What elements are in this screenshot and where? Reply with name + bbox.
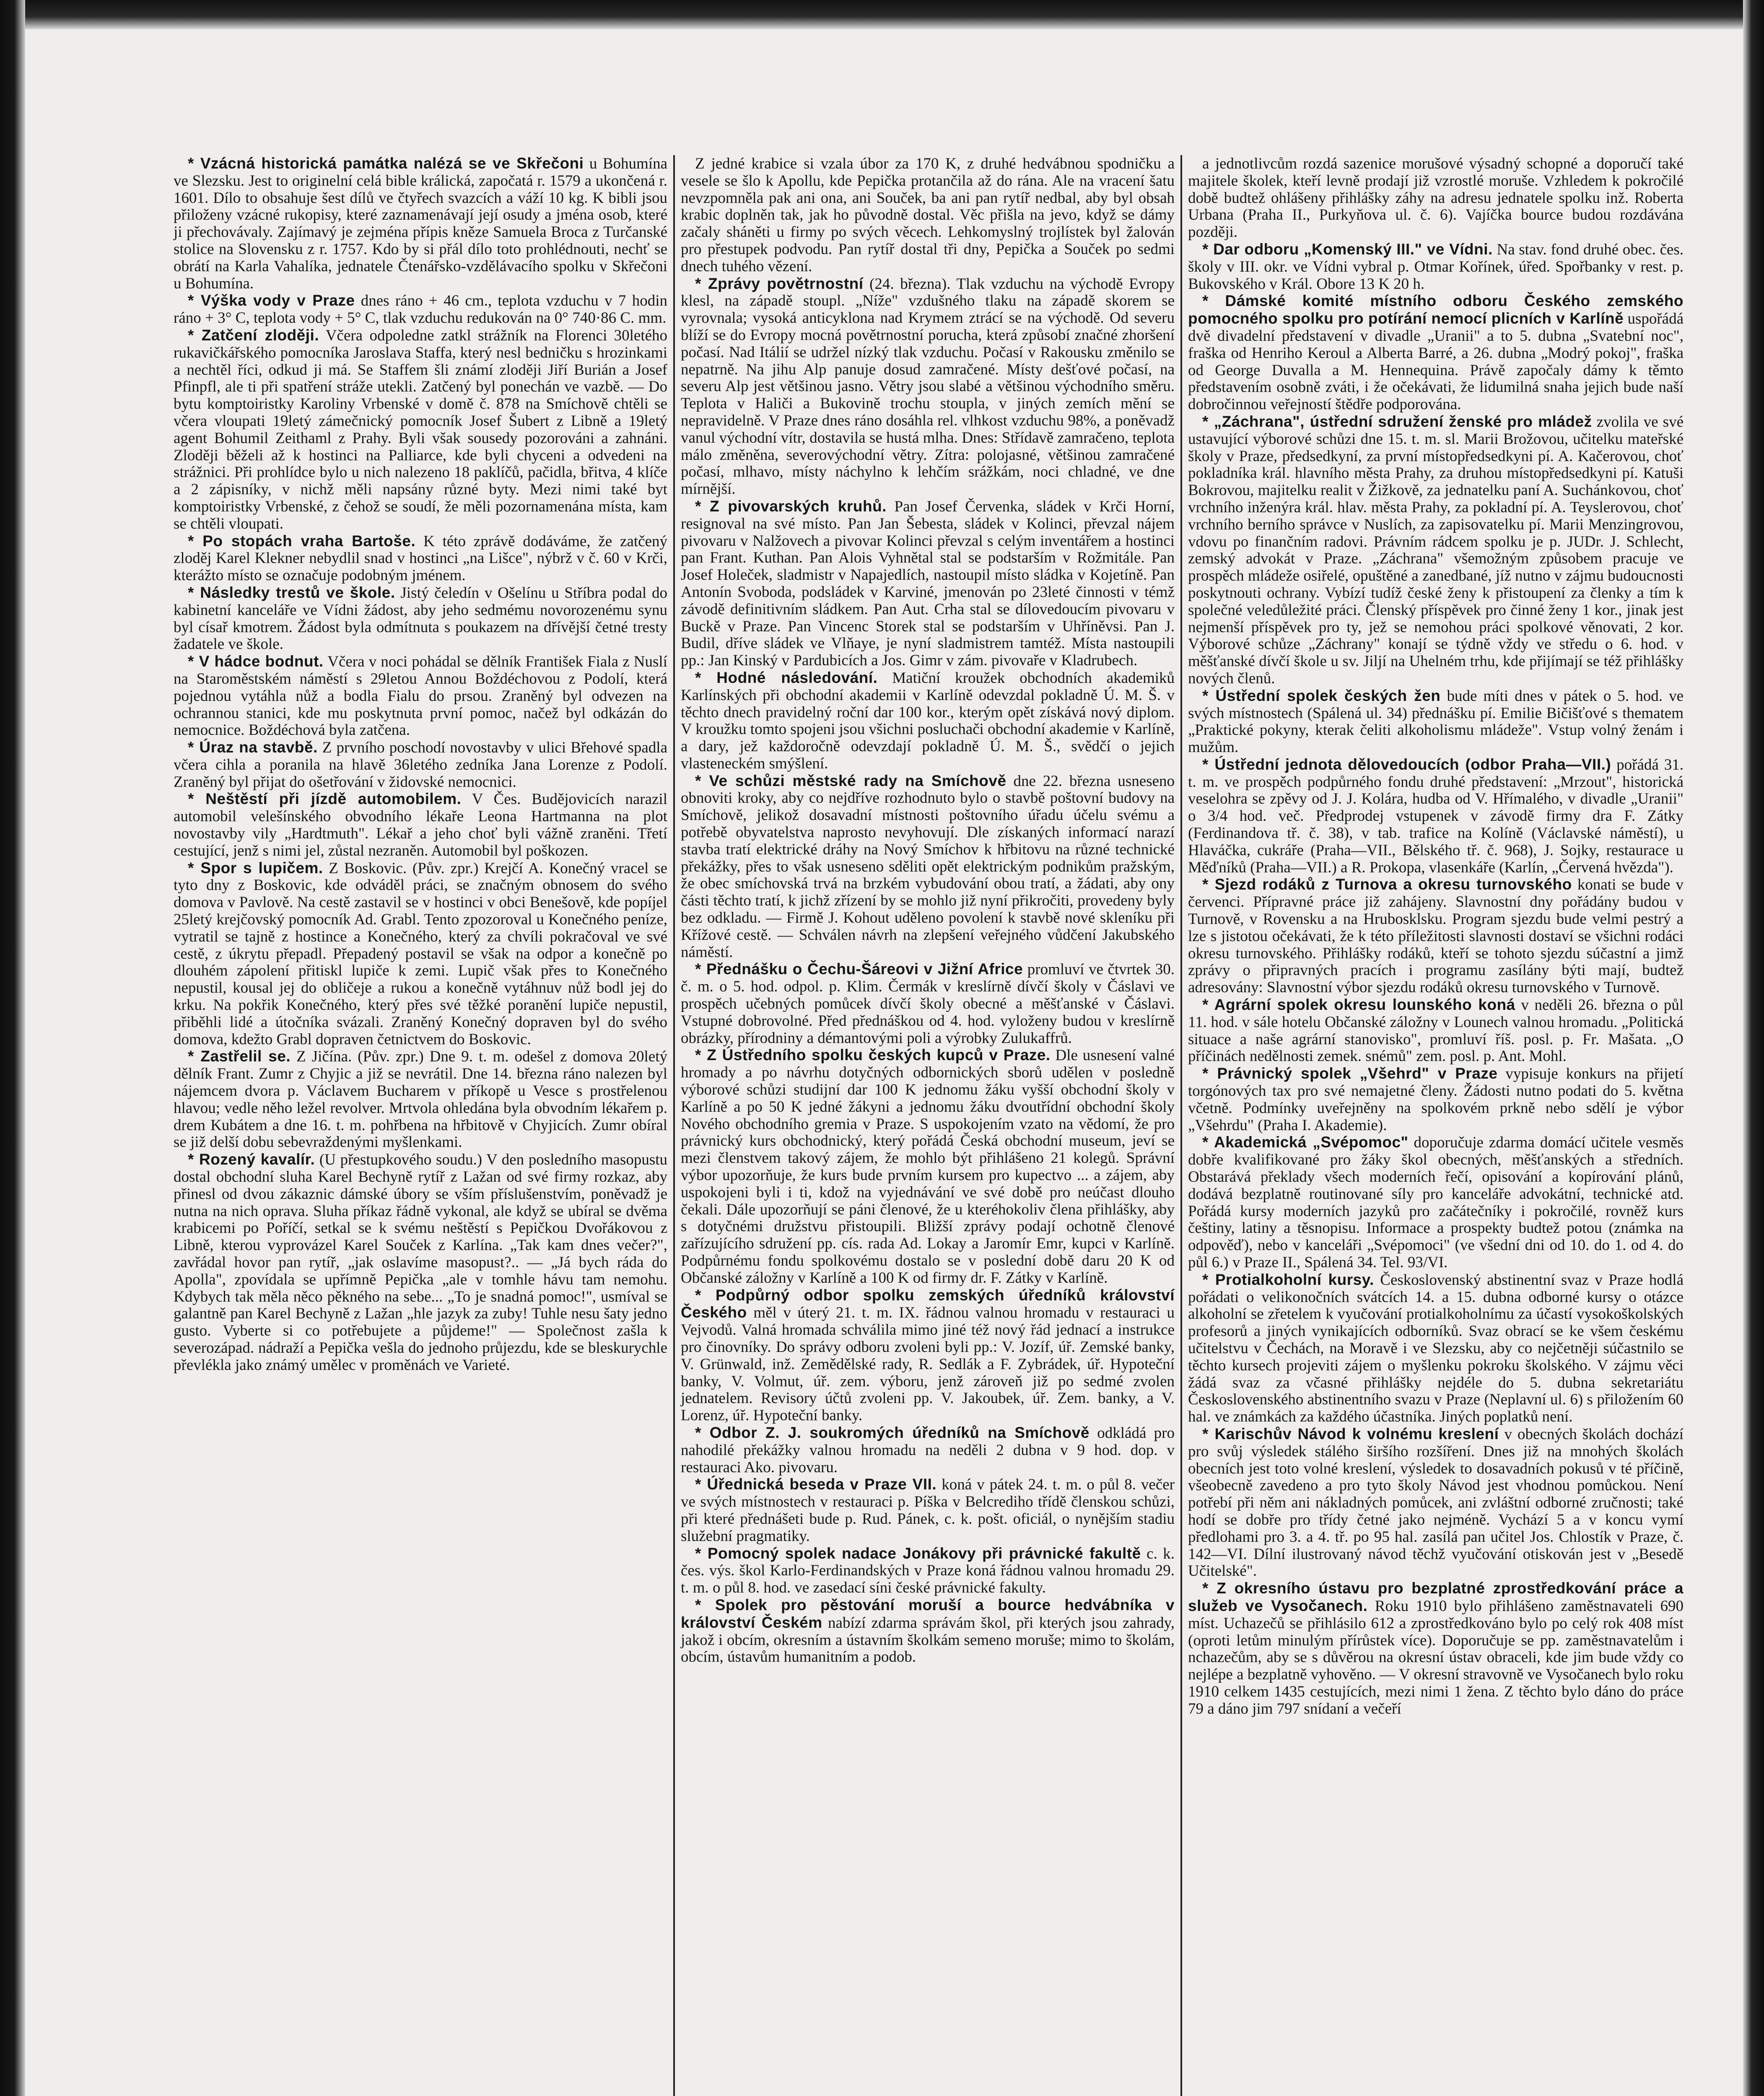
news-article	[174, 1048, 667, 1151]
article-heading: * Sjezd rodáků z Turnova a okresu turnovského	[1202, 876, 1572, 893]
news-article	[1188, 687, 1684, 756]
news-article	[681, 1047, 1175, 1287]
article-text: Matiční kroužek obchodních akademiků Karlínských při obchodní akademii v Karlíně odevzdal pokladně Ú. M. Š. v těchto dnech pravidelný roční dar 100 kor., kterým opět získává nový diplom. V kroužku tomto spojeni jsou všichni posluchači obchodní akademie v Karlíně, a dary, jež každoročně odevzdají pokladně Ú. M. Š., svědčí o jejich vlasteneckém smýšlení.	[681, 669, 1175, 772]
article-text: V Čes. Budějovicích narazil automobil velešínského obvodního lékaře Leona Hartmanna na plot novostavby vily „Hardtmuth". Lékař a jeho choť byli vážně zraněni. Třetí cestující, jenž s nimi jel, zůstal nezraněn. Automobil byl poškozen.	[174, 791, 667, 859]
article-heading: * Neštěstí při jízdě automobilem.	[188, 790, 462, 808]
news-article	[681, 155, 1175, 275]
news-article	[1188, 876, 1684, 996]
news-article	[174, 1151, 667, 1374]
article-text: Z Jičína. (Pův. zpr.) Dne 9. t. m. odešel z domova 20letý dělník Frant. Zumr z Chyjic a již se nevrátil. Dne 14. března ráno nalezen byl nájemcem dvora p. Václavem Bucharem v příkopě u Vesce s prostřelenou hlavou; vedle něho ležel revolver. Mrtvola ohledána byla obvodním lékařem p. drem Kubátem a dne 16. t. m. pohřbena na hřbitově v Chyjicích. Zumr obíral se již delší dobu sebevraždenými myšlenkami.	[174, 1048, 668, 1151]
news-article	[681, 1424, 1175, 1476]
article-text: vypisuje konkurs na přijetí torgónových tax pro své nemajetné členy. Žádosti nutno podati do 5. května včetně. Podmínky uveřejněny na spolkovém prkně nebo sdělí je výbor „Všehrdu" (Praha I. Akademie).	[1188, 1065, 1684, 1134]
article-text: Jistý čeledín v Ošelínu u Stříbra podal do kabinetní kanceláře ve Vídni žádost, aby jeho sedmému novorozenému synu byl císař kmotrem. Žádost byla odmítnuta s poukazem na dřívější četné tresty žadatele ve škole.	[174, 584, 667, 653]
column-3	[1182, 155, 1689, 2096]
article-heading: * Hodné následování.	[695, 669, 878, 686]
column-2	[675, 155, 1182, 2096]
article-text: Z jedné krabice si vzala úbor za 170 K, z druhé hedvábnou spodničku a vesele se šlo k Apollu, kde Pepička protančila až do rána. Ale na vracení šatu nevzpomněla pak ani ona, ani Souček, ba ani pan rytíř nedbal, aby byl obsah krabic doplněn tak, jak ho původně dostal. Věc přišla na jevo, když se dámy začaly sháněti u firmy po svých věcech. Lehkomyslný trojlístek byl žalován pro přestupek podvodu. Pan rytíř dostal tři dny, Pepička a Souček po sedmi dnech tuhého vězení.	[681, 155, 1175, 275]
news-article	[174, 327, 667, 533]
article-text: Z prvního poschodí novostavby v ulici Břehové spadla včera cihla a poranila na hlavě 36letého zedníka Jana Lorenze z Podolí. Zraněný byl přijat do ošetřování v židovské nemocnici.	[174, 739, 667, 791]
article-heading: * Spolek pro pěstování moruší a bource hedvábníka v království Českém	[681, 1596, 1175, 1631]
news-article	[174, 533, 667, 584]
article-heading: * Po stopách vraha Bartoše.	[188, 532, 416, 550]
news-article	[174, 292, 667, 327]
article-text: nabízí zdarma správám škol, při kterých jsou zahrady, jakož i obcím, okresním a ústavním školkám semeno moruše; mimo to školám, obcím, ústavům humanitním a podob.	[681, 1614, 1175, 1666]
news-article	[1188, 996, 1684, 1065]
scan-edge-left	[0, 0, 25, 2096]
news-article	[681, 669, 1175, 773]
article-text: K této zprávě dodáváme, že zatčený zloděj Karel Klekner nebydlil snad v hostinci „na Lišce", nýbrž v č. 60 v Krči, kterážto místo se označuje podobným jménem.	[174, 532, 668, 584]
news-article	[174, 791, 667, 859]
article-heading: * Rozený kavalír.	[188, 1151, 315, 1168]
news-article	[174, 860, 667, 1048]
article-text: koná v pátek 24. t. m. o půl 8. večer ve svých místnostech v restauraci p. Píška v Belcrediho třídě členskou schůzi, při které přednášeti bude p. Rud. Pánek, c. k. pošt. oficiál, o nynějším stadiu služební pragmatiky.	[681, 1476, 1175, 1545]
news-article	[1188, 1271, 1684, 1426]
article-text: Včera v noci pohádal se dělník František Fiala z Nuslí na Staroměstském náměstí s 29letou Annou Boždéchovou z Podolí, která pojednou vytáhla nůž a bodla Fialu do prsou. Zraněný byl odvezen na ochrannou stanici, kde mu poskytnuta první pomoc, načež byl odkázán do nemocnice. Boždéchová byla zatčena.	[174, 653, 667, 739]
news-article	[174, 584, 667, 653]
article-heading: * V hádce bodnut.	[188, 653, 324, 670]
news-article	[681, 961, 1175, 1047]
article-heading: * Následky trestů ve škole.	[188, 584, 395, 601]
article-text: v neděli 26. března o půl 11. hod. v sále hotelu Občanské záložny v Lounech valnou hromadu. „Politická situace a naše agrární stanovisko", promluví říš. posl. p. Fr. Mašata. „O příčinách nedělnosti zemek. snémů" zem. posl. p. Ant. Mohl.	[1188, 996, 1684, 1065]
newspaper-page	[168, 155, 1689, 2096]
article-text: promluví ve čtvrtek 30. č. m. o 5. hod. odpol. p. Klim. Čermák v kreslírně dívčí školy v Čáslavi ve prospěch učebných pomůcek dívčí školy obecné a měšťanské v Čáslavi. Vstupné dobrovolné. Před přednáškou od 4. hod. vyloženy budou v kreslírně obrázky, přírodniny a démantovými poli a výrobky Zulukaffrů.	[681, 961, 1175, 1047]
article-text: bude míti dnes v pátek o 5. hod. ve svých místnostech (Spálená ul. 34) přednášku pí. Emilie Bičišťové s thematem „Praktické pokyny, kterak čeliti alkoholismu mládeže". Vstup volný ženám i mužům.	[1188, 687, 1684, 756]
news-article	[1188, 1065, 1684, 1134]
article-heading: * Podpůrný odbor spolku zemských úředníků království Českého	[681, 1286, 1175, 1321]
article-text: (U přestupkového soudu.) V den posledního masopustu dostal obchodní sluha Karel Bechyně rytíř z Lažan od své firmy rozkaz, aby přinesl od dvou zákaznic dámské úbory se vším příslušenstvím, poněvadž je nutna na nich oprava. Sluha příkaz řádně vykonal, ale když se ubíral se dvěma krabicemi po Poříčí, setkal se k svému neštěstí s Pepičkou Dvořákovou z Libně, kterou vyprovázel Karel Souček z Karlína. „Tak kam dnes večer?", zavřádal hovor pan rytíř, „jak oslavíme masopust?.. — „Já bych ráda do Apolla", zpovídala se upřímně Pepička „ale v tomhle hávu tam nemohu. Kdybych tak měla něco pěkného na sebe... „To je snadná pomoc!", usmíval se galantně pan Karel Bechyně z Lažan „hle jazyk za zuby! Tuhle nesu šaty jedno gusto. Vyberte si co potřebujete a půjdeme!" — Společnost zašla k severozápad. nádraží a Pepička vešla do jednoho průjezdu, kde se bleskurychle převlékla jako známý umělec v proměnách ve Varieté.	[174, 1151, 667, 1374]
article-heading: * Karischův Návod k volnému kreslení	[1202, 1425, 1499, 1442]
article-heading: * Vzácná historická památka nalézá se ve Skřečoni	[188, 155, 584, 172]
news-article	[681, 1597, 1175, 1666]
article-heading: * Spor s lupičem.	[188, 859, 323, 877]
news-article	[1188, 293, 1684, 413]
article-text: uspořádá dvě divadelní představení v divadle „Uranii" a to 5. dubna „Svatební noc", fraška od Henriho Keroul a Alberta Barré, a 26. dubna „Modrý pokoj", fraška od George Duvalla a M. Hennequina. Právě započaly dámy k těmto představením osobně zváti, i že očekávati, že lidumilná snaha jejich bude naší dobročinnou veřejností štědře podporována.	[1188, 310, 1684, 413]
article-text: Roku 1910 bylo přihlášeno zaměstnavateli 690 míst. Uchazečů se přihlásilo 612 a zprostředkováno bylo po celý rok 408 míst (oproti letům minulým přírůstek více). Doporučuje se pp. zaměstnavatelům i nchazečům, aby se s důvěrou na okresní ústav obraceli, kde jim bude vždy co nejlépe a bezplatně vyhověno. — V okresní stravovně ve Vysočanech bylo roku 1910 celkem 1435 cestujících, mezi nimi 1 žena. Z těchto bylo dáno do práce 79 a dáno jim 797 snídaní a večeří	[1188, 1597, 1684, 1717]
news-article	[681, 1476, 1175, 1545]
article-heading: * Protialkoholní kursy.	[1202, 1271, 1374, 1288]
news-article	[174, 653, 667, 739]
article-heading: * Úřednická beseda v Praze VII.	[695, 1476, 937, 1493]
news-article	[681, 1545, 1175, 1597]
article-text: dne 22. března usneseno obnoviti kroky, aby co nejdříve rozhodnuto bylo o stavbě poštovní budovy na Smíchově, jelikož dosavadní místnosti poštovního úřadu účelu svému a potřebě obyvatelstva naprosto nevyhovují. Dle získaných informací narazí stavba tratí elektrické dráhy na Nový Smíchov k hřbitovu na různé technické překážky, přes to však usneseno sděliti opět elektrickým podnikům pražským, že obec smíchovská trvá na brzkém vybudování obou tratí, a žádati, aby ony části těchto tratí, k jichž zřízení by se mohlo již nyní přikročiti, provedeny byly bez odkladu. — Firmě J. Kohout uděleno povolení k stavbě nové skleníku při Křížové cestě. — Schválen návrh na zlepšení veřejného vůdčení Jakubského náměstí.	[681, 772, 1175, 961]
news-article	[174, 155, 667, 292]
article-text: dnes ráno + 46 cm., teplota vzduchu v 7 hodin ráno + 3° C, teplota vody + 5° C, tlak vzduchu redukován na 0° 740·86 C. mm.	[174, 292, 667, 327]
news-article	[1188, 1134, 1684, 1271]
article-heading: * Pomocný spolek nadace Jonákovy při právnické fakultě	[695, 1544, 1141, 1562]
article-text: u Bohumína ve Slezsku. Jest to originelní celá bible králická, započatá r. 1579 a ukončená r. 1601. Dílo to obsahuje šest dílů ve čtyřech svazcích a váží 10 kg. K bibli jsou přiloženy vzácné rukopisy, které zaznamenávají její osudy a jména osob, které ji přechovávaly. Zajímavý je zejména přípis kněze Samuela Broca z Turčanské stolice na Slovensku z r. 1757. Kdo by si přál dílo toto prohlédnouti, nechť se obrátí na Karla Vahalíka, jednatele Čtenářsko-vzdělávacího spolku v Skřečoni u Bohumína.	[174, 155, 667, 292]
news-article	[1188, 1580, 1684, 1717]
article-text: Z Boskovic. (Pův. zpr.) Krejčí A. Konečný vracel se tyto dny z Boskovic, kde odváděl práci, se značným obnosem do svého domova v Pavlově. Na cestě zastavil se v hostinci v obci Benešově, kde popíjel 25letý krejčovský pomocník Ad. Grabl. Tento zpozoroval u Konečného peníze, vytratil se tajně z hostince a Konečného, který za chvíli pokračoval ve své cestě, z úkrytu přepadl. Přepadený postavil se však na odpor a konečně po dlouhém zápolení přitiskl lupiče k zemi. Lupič však přes to Konečného nepustil, kousal jej do obličeje a rukou a konečně vytáhnuv nůž bodl jej do krku. Na pokřik Konečného, který přes své těžké poranění lupiče nepustil, přiběhli lidé a útočníka svázali. Zraněný Konečný dopraven byl do svého domova, kdežto Grabl dopraven četnictvem do Boskovic.	[174, 859, 668, 1048]
article-heading: * Akademická „Svépomoc"	[1202, 1134, 1409, 1151]
article-text: Včera odpoledne zatkl strážník na Florenci 30letého rukavičkářského pomocníka Jaroslava Staffa, který nesl bedničku s hrozinkami a nechtěl říci, odkud ji má. Se Staffem šli známí zloději Jiří Burián a Josef Pfinpfl, ale ti při spatření stráže utekli. Zatčený byl ponechán ve vazbě. — Do bytu komptoiristky Karoliny Vrbenské v domě č. 878 na Smíchově chtěli se včera vloupati 19letý zámečnický pomocník Josef Šubert z Libně a 19letý agent Bohumil Zeithaml z Prahy. Byli však sousedy pozorováni a zahnáni. Zloději běželi až k hostinci na Palliarce, kde byli chyceni a odvedeni na strážnici. Při prohlídce bylo u nich nalezeno 18 paklíčů, pačidla, břitva, 4 klíče a 2 zápisníky, v nichž měli napsány různé byty. Mezi nimi také byt komptoiristky Vrbenské, z čehož se soudí, že měli pozornamenána místa, kam se chtěli vloupati.	[174, 327, 667, 532]
article-text: měl v úterý 21. t. m. IX. řádnou valnou hromadu v restauraci u Vejvodů. Valná hromada schválila mimo jiné též nový řád jednací a instrukce pro činovníky. Do správy odboru zvoleni byli pp.: V. Jozíf, úř. Zemské banky, V. Grünwald, inž. Zemědělské rady, R. Sedlák a F. Zybrádek, úř. Hypoteční banky, V. Volmut, úř. zem. výboru, jenž zároveň již po sedmé zvolen jednatelem. Revisory účtů zvoleni pp. V. Jakoubek, úř. Zem. banky, a V. Lorenz, úř. Hypoteční banky.	[681, 1304, 1175, 1424]
article-text: a jednotlivcům rozdá sazenice morušové výsadný schopné a doporučí také majitele školek, kteří levně prodají již vzrostlé moruše. Vzhledem k pokročilé době budtež ohlášeny přihlášky záhy na adresu jednatele spolku inž. Roberta Urbana (Praha II., Purkyňova ul. č. 6). Vajíčka bource budou rozdávána později.	[1188, 155, 1684, 241]
news-article	[681, 275, 1175, 498]
article-heading: * Agrární spolek okresu lounského koná	[1202, 996, 1515, 1014]
article-heading: * Ve schůzi městské rady na Smíchově	[695, 772, 1007, 789]
article-heading: * Odbor Z. J. soukromých úředníků na Smíchově	[695, 1424, 1090, 1441]
article-heading: * Zprávy povětrnostní	[695, 275, 864, 292]
article-heading: * Z okresního ústavu pro bezplatné zprostředkování práce a služeb ve Vysočanech.	[1188, 1580, 1684, 1614]
article-heading: * Dar odboru „Komenský III." ve Vídni.	[1202, 240, 1493, 258]
news-article	[174, 739, 667, 791]
article-heading: * Zastřelil se.	[188, 1048, 291, 1065]
news-article	[1188, 155, 1684, 241]
article-heading: * Výška vody v Praze	[188, 292, 355, 309]
news-article	[681, 773, 1175, 961]
article-text: zvolila ve své ustavující výborové schůzi dne 15. t. m. sl. Marii Brožovou, učitelku mateřské školy v Praze, předsedkyní, za první místopředsedkyni pí. A. Kačerovou, choť pokladníka král. hlavního města Prahy, za druhou místopředsedkyni pí. Katuši Bokrovou, majitelku realit v Žižkově, za jednatelku paní A. Suchánkovou, choť vrchního inženýra král. hlav. města Prahy, za pokladní pí. A. Teyslerovou, choť vrchního berního správce v Nuslích, za zapisovatelku pí. Marii Menzingrovou, vdovu po finančním radovi. Právním rádcem spolku je p. JUDr. J. Schlecht, zemský advokát v Praze. „Záchrana" všemožným způsobem pracuje ve prospěch mládeže osiřelé, opuštěné a zanedbané, jíž nutno v zájmu budoucnosti poskytnouti ochrany. Vybízí tudíž české ženy k přistoupení za členky a tím k společné veledůležité práci. Členský příspěvek pro činné ženy 1 kor., jinak jest nejmenší příspěvek pro ty, jež se nemohou práci spolkové věnovati, 2 kor. Výborové schůze „Záchrany" konají se týdně vždy ve středu o 6. hod. v měšťanské dívčí škole u sv. Jiljí na Uhelném trhu, kde přijímají se též přihlášky nových členů.	[1188, 413, 1684, 687]
scan-edge-top	[0, 0, 1764, 29]
article-heading: * Z pivovarských kruhů.	[695, 497, 887, 515]
article-text: odkládá pro nahodilé překážky valnou hromadu na neděli 2 dubna v 9 hod. dop. v restauraci Ako. pivovaru.	[681, 1424, 1175, 1476]
article-heading: * „Záchrana", ústřední sdružení ženské pro mládež	[1202, 412, 1592, 430]
article-heading: * Ústřední spolek českých žen	[1202, 687, 1441, 704]
news-article	[1188, 241, 1684, 293]
article-text: Dle usnesení valné hromady a po návrhu dotyčných odbornických sborů udělen v posledně výborové schůzi studijní dar 100 K jednomu žáku vyšší obchodní školy v Karlíně a po 50 K jedné žákyni a jednomu žáku dvoutřídní obchodní školy Nového obchodního gremia v Praze. S uspokojením vzato na vědomí, že pro právnický kurs obchodnický, který pořádá Česká obchodní museum, jeví se mezi členstvem takový zájem, že mohlo být přihlášeno 21 kolegů. Správní výbor upozorňuje, že kurs bude prvním kursem pro kupectvo ... a zájem, aby uspokojeni byli i ti, kdož na vyjednávání ve své době pro neúčast dlouho čekali. Dále upozorňují se páni členové, že u kteréhokoliv člena přihlášky, aby s dotyčnémi družstvu přistoupili. Bližší zprávy podají ochotně členové zařízujícího sdružení pp. cís. rada Ad. Lokay a Jaromír Emr, kupci v Karlíně. Podpůrnému fondu spolkovému dostalo se v poslední době daru 20 K od Občanské záložny v Karlíně a 100 K od firmy dr. F. Zátky v Karlíně.	[681, 1047, 1175, 1287]
article-text: Pan Josef Červenka, sládek v Krči Horní, resignoval na své místo. Pan Jan Šebesta, sládek v Kolinci, převzal nájem pivovaru v Nalžovech a pivovar Kolinci převzal s celým inventářem a hostinci pan Frant. Kuthan. Pan Alois Vyhnětal stal se podstarším v Rožmitále. Pan Josef Holeček, sladmistr v Napajedlích, nastoupil místo sládka v Kojetíně. Pan Antonín Svoboda, podsládek v Karviné, jmenován po 23leté činnosti v témž závodě definitivním sládkem. Pan Aut. Crha stal se dílovedoucím pivovaru v Buckě v Praze. Pan Vincenc Storek stal se podstarším v Uhříněvsi. Pan J. Budil, dříve sládek ve Vlňaye, je nyní sladmistrem tamtéž. Místa nastoupili pp.: Jan Kinský v Pardubicích a Jos. Gimr v zám. pivovaře v Kladrubech.	[681, 498, 1175, 669]
article-text: Na stav. fond druhé obec. čes. školy v III. okr. ve Vídni vybral p. Otmar Kořínek, úřed. Spořbanky v rest. p. Bukovského v Král. Obore 13 K 20 h.	[1188, 241, 1684, 293]
scan-edge-right	[1743, 0, 1764, 2096]
article-text: konati se bude v červenci. Přípravné práce již zahájeny. Slavnostní dny pořádány budou v Turnově, v Rovensku a na Hrubosklsku. Program sjezdu bude velmi pestrý a lze s jistotou očekávati, že k této příležitosti slavnosti dostaví se všichni rodáci okresu turnovského. Přihlášky rodáků, kteří se tohoto sjezdu súčastní a jimž zprávy o připravných pracích i programu zasílány býti mají, budtež adresovány: Slavnostní výbor sjezdu rodáků okresu turnovského v Turnově.	[1188, 876, 1684, 996]
article-heading: * Z Ústředního spolku českých kupců v Praze.	[695, 1046, 1051, 1064]
news-article	[1188, 413, 1684, 687]
article-text: c. k. čes. výs. škol Karlo-Ferdinandských v Praze koná řádnou valnou hromadu 29. t. m. o půl 8. hod. ve zasedací síni české právnické fakulty.	[681, 1545, 1175, 1597]
article-heading: * Zatčení zloději.	[188, 326, 319, 344]
article-text: doporučuje zdarma domácí učitele vesměs dobře kvalifikované pro žáky škol obecných, měšťanských a středních. Obstarává překlady všech moderních řečí, opisování a kopírování plánů, dodává bezplatně routinované síly pro kanceláře advokátní, technické atd. Pořádá kursy moderních jazyků pro začátečníky i pokročilé, rovněž kurs češtiny, latiny a těsnopisu. Informace a prospekty budtež potou (známka na odpověď), nebo v kanceláři „Svépomoci" (ve všední dni od 10. do 1. od 4. do půl 6.) v Praze II., Spálená 34. Tel. 93/VI.	[1188, 1134, 1684, 1271]
news-article	[681, 498, 1175, 669]
column-1	[168, 155, 675, 2096]
article-text: v obecných školách dochází pro svůj výsledek stálého širšího rozšíření. Dnes již na mnohých školách obecních jest toto volné kreslení, výsledek to dosavadních pokusů v té příčině, všeobecně zavedeno a pro tyto školy Návod jest vhodnou pomůckou. Není potřebí při něm ani nákladných pomůcek, ani zvláštní odborné zručnosti; také hodí se dobře pro třídy četné jako nejméně. Vychází 5 a v koncu vymí předlohami pro 3. a 4. tř. po 95 hal. zasílá pan učitel Jos. Chlostík v Praze, č. 142—VI. Dílní ilustrovaný návod těchž vyučování otiskován jest v „Besedě Učitelské".	[1188, 1425, 1684, 1580]
news-article	[681, 1287, 1175, 1424]
article-heading: * Přednášku o Čechu-Šáreovi v Jižní Africe	[695, 960, 1023, 978]
article-text: (24. března). Tlak vzduchu na východě Evropy klesl, na západě stoupl. „Níže" vzdušného tlaku na západě skorem se vyrovnala; vysoká anticyklona nad Krymem ztrácí se na východě. Od severu blíží se do Evropy mocná povětrnostní porucha, která způsobí značné zhoršení počasí. Nad Itálií se udržel nízký tlak vzduchu. Počasí v Rakousku změnilo se nepatrně. Na jihu Alp panuje dosud zamračené. Místy dešťové počasí, na severu Alp jest většinou jasno. Větry jsou slabé a většinou východního směru. Teplota v Haliči a Bukovině trochu stoupla, v jiných zemích mění se nepravidelně. V Praze dnes ráno dosáhla rel. vlhkost vzduchu 98%, a poněvadž vanul východní vítr, dostavila se hustá mlha. Dnes: Střídavě zamračeno, teplota málo změněna, severovýchodní větry. Zítra: polojasné, většinou zamračené počasí, mlhavo, místy náchylno k lehčím srážkám, noci chladné, ve dne mírnější.	[681, 275, 1175, 498]
news-article	[1188, 756, 1684, 877]
article-heading: * Ústřední jednota dělovedoucích (odbor Praha—VII.)	[1202, 755, 1611, 773]
article-text: Československý abstinentní svaz v Praze hodlá pořádati o velikonočních svátcích 14. a 15. dubna odborné kursy o otázce alkoholní se zřetelem k vyučování protialkoholnímu za účastí vysokoškolských profesorů a jiných vynikajících odborníků. Svaz obrací se ke všem českému učitelstvu v Čechách, na Moravě i ve Slezsku, aby co nejčetněji súčastnilo se těchto kursech projeviti zájem o myšlenku pokroku školského. V zájmu věci žádá svaz za včasné přihlášky nejdéle do 5. dubna sekretariátu Československého abstinentního svazu v Praze (Neplavní ul. 6) s přiložením 60 hal. ve známkách za každého účastníka. Jiných poplatků není.	[1188, 1271, 1684, 1426]
article-heading: * Úraz na stavbě.	[188, 739, 318, 756]
news-article	[1188, 1426, 1684, 1580]
article-heading: * Dámské komité místního odboru Českého zemského pomocného spolku pro potírání nemocí plicních v Karlíně	[1188, 292, 1684, 327]
article-text: pořádá 31. t. m. ve prospěch podpůrného fondu druhé představení: „Mrzout", historická veselohra se zpěvy od J. J. Kolára, hudba od V. Hřímalého, v divadle „Uranii" o 3/4 hod. več. Předprodej vstupenek v závodě firmy dra F. Zátky (Ferdinandova tř. č. 38), v tab. trafice na Kolíně (Václavské náměstí), u Hlaváčka, cukráře (Praha—VII., Bělského tř. č. 968), J. Sojky, restaurace u Měďníků (Praha—VII.) a R. Prokopa, vlasenkáře (Karlín, „Červená hvězda").	[1188, 756, 1684, 876]
article-heading: * Právnický spolek „Všehrd" v Praze	[1202, 1065, 1498, 1082]
